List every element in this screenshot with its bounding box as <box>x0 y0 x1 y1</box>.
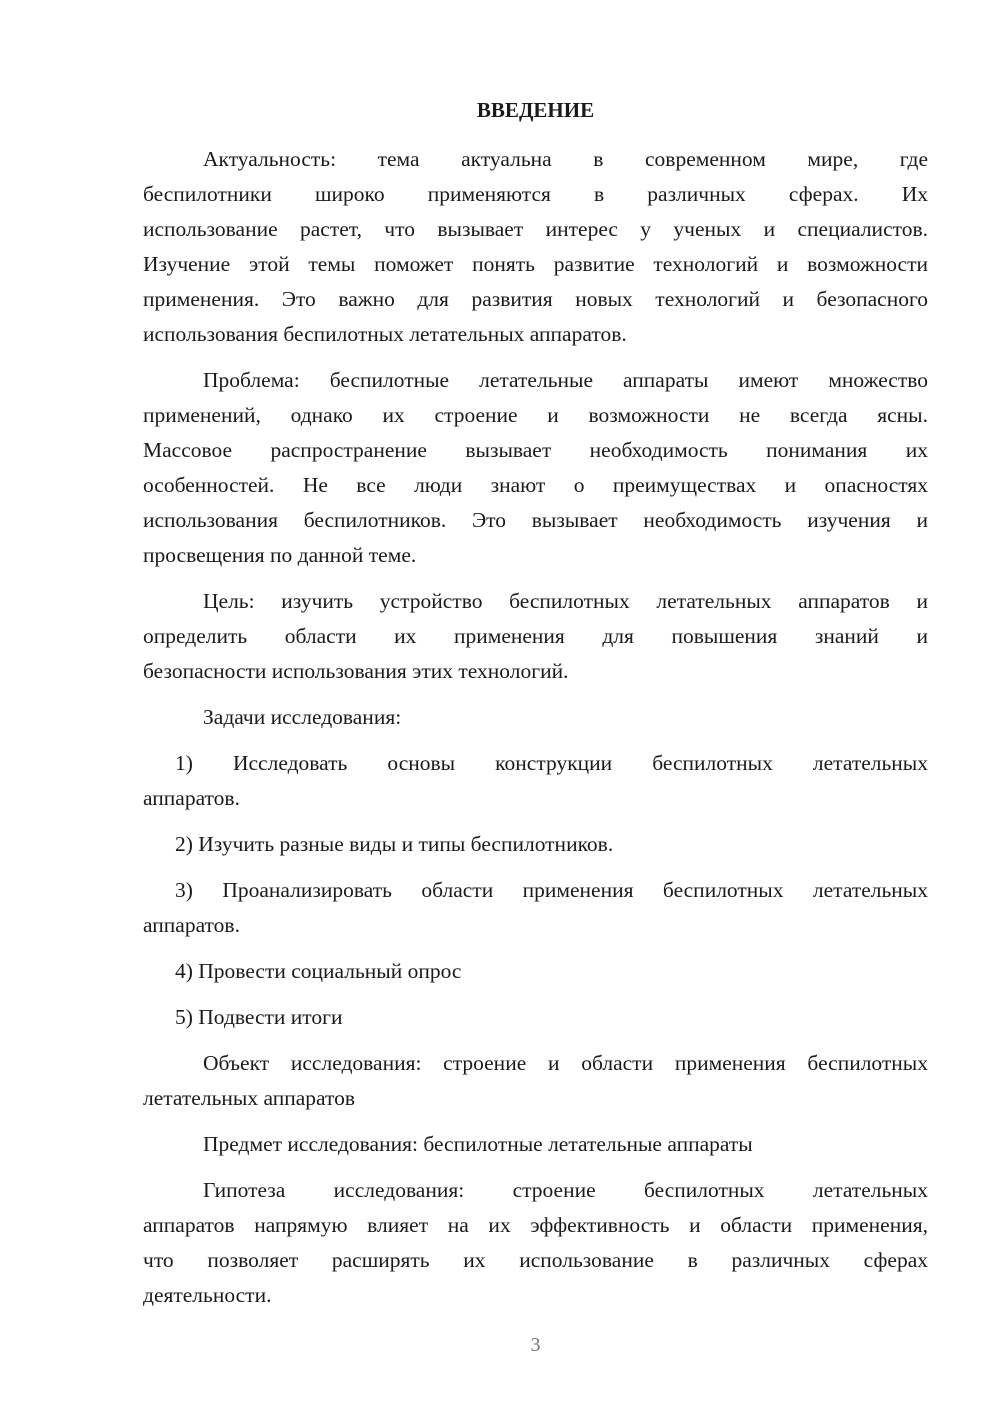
paragraph-goal <box>143 584 928 689</box>
text-line: использование растет, что вызывает интерес у ученых и специалистов. <box>143 217 928 241</box>
paragraph-hypothesis <box>143 1173 928 1313</box>
document-body <box>143 142 928 1313</box>
page-title: ВВЕДЕНИЕ <box>476 98 595 122</box>
paragraph-tasks-heading <box>143 700 928 735</box>
text-line: аппаратов. <box>143 913 240 937</box>
text-line: безопасности использования этих технологий. <box>143 659 569 683</box>
text-line: 4) Провести социальный опрос <box>175 959 462 983</box>
paragraph-problem <box>143 363 928 573</box>
text-line: Массовое распространение вызывает необходимость понимания их <box>143 438 928 462</box>
text-line: 2) Изучить разные виды и типы беспилотников. <box>175 832 614 856</box>
text-line: применений, однако их строение и возможности не всегда ясны. <box>143 403 928 427</box>
text-line: Предмет исследования: беспилотные летательные аппараты <box>203 1132 753 1156</box>
text-line: Цель: изучить устройство беспилотных летательных аппаратов и <box>203 589 928 613</box>
text-line: 3) Проанализировать области применения беспилотных летательных <box>175 878 928 902</box>
text-line: Гипотеза исследования: строение беспилотных летательных <box>203 1178 928 1202</box>
text-line: Изучение этой темы поможет понять развитие технологий и возможности <box>143 252 928 276</box>
text-line: 1) Исследовать основы конструкции беспилотных летательных <box>175 751 928 775</box>
paragraph-object <box>143 1046 928 1116</box>
text-line: применения. Это важно для развития новых технологий и безопасного <box>143 287 928 311</box>
text-line: беспилотники широко применяются в различных сферах. Их <box>143 182 928 206</box>
text-line: Объект исследования: строение и области применения беспилотных <box>203 1051 928 1075</box>
text-line: что позволяет расширять их использование в различных сферах <box>143 1248 928 1272</box>
page-number: 3 <box>530 1334 541 1356</box>
text-line: использования беспилотных летательных аппаратов. <box>143 322 627 346</box>
text-line: аппаратов. <box>143 786 240 810</box>
paragraph-subject <box>143 1127 928 1162</box>
paragraph-task-3 <box>143 873 928 943</box>
text-line: особенностей. Не все люди знают о преимуществах и опасностях <box>143 473 928 497</box>
paragraph-task-5 <box>143 1000 928 1035</box>
text-line: просвещения по данной теме. <box>143 543 417 567</box>
text-line: Проблема: беспилотные летательные аппараты имеют множество <box>203 368 928 392</box>
text-line: Актуальность: тема актуальна в современном мире, где <box>203 147 928 171</box>
paragraph-task-2 <box>143 827 928 862</box>
paragraph-task-1 <box>143 746 928 816</box>
text-line: летательных аппаратов <box>143 1086 356 1110</box>
paragraph-task-4 <box>143 954 928 989</box>
text-line: определить области их применения для повышения знаний и <box>143 624 928 648</box>
text-line: аппаратов напрямую влияет на их эффективность и области применения, <box>143 1213 928 1237</box>
text-line: деятельности. <box>143 1283 272 1307</box>
text-line: 5) Подвести итоги <box>175 1005 343 1029</box>
text-line: использования беспилотников. Это вызывает необходимость изучения и <box>143 508 928 532</box>
text-line: Задачи исследования: <box>203 705 402 729</box>
paragraph-relevance <box>143 142 928 352</box>
